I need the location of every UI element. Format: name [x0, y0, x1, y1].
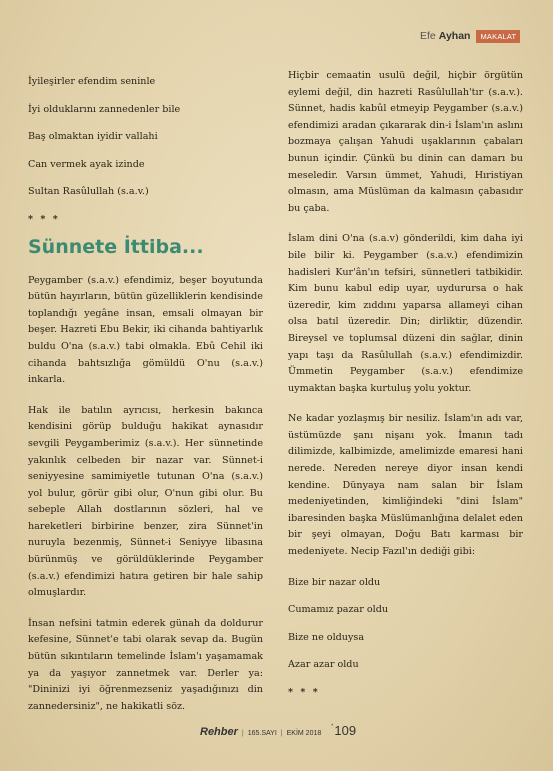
- footer-separator: |: [280, 730, 283, 737]
- verse-line: Sultan Rasûlullah (s.a.v.): [28, 186, 149, 198]
- page-header: [420, 28, 520, 44]
- section-divider: * * *: [28, 213, 60, 225]
- verse-line: Azar azar oldu: [288, 659, 359, 671]
- article-heading: Sünnete İttiba...: [28, 235, 204, 258]
- issue-date: EKİM 2018: [286, 730, 322, 737]
- verse-line: İyi olduklarını zannedenler bile: [28, 103, 181, 115]
- verse-line: İyileşirler efendim seninle: [28, 76, 156, 87]
- body-paragraph: Hiçbir cemaatin usulü değil, hiçbir örgütün eylemi değil, din hazreti Rasûlullah'tır (s.a.v.). Sünnet, hadis kabûl etmeyip Peygamber (s.a.v.) efendimizi aradan çıkararak din-i İslam'ın aslını bozmaya çalışan Yahudi uşaklarının çabaları bunun içindir. Çünkü bu dinin can damarı bu meseledir. Varsın ümmet, Yahudi, Hıristiyan olmasın, ama Müslüman da kalmasın çabasıdır bu çaba.: [288, 70, 523, 214]
- author-last-name: Ayhan: [438, 30, 471, 42]
- section-tag: MAKALAT: [476, 30, 520, 43]
- body-paragraph: Hak ile batılın ayrıcısı, herkesin bakınca kendisini görüp bulduğu hakikat aynasıdır sevgili Peygamberimiz (s.a.v.). Her sünnetinde yakınlık celbeden bir nazar var. Sünnet-i seniyyesine samimiyetle tutunan O'na (s.a.v.) yol bulur, görür gibi olur, O'nun gibi olur. Bu sebeple Allah dostlarının sözleri, hal ve hareketleri birbirine benzer, zira Sünnet'in nuruyla bezenmiş, Sünnet-i Seniyye libasına bürünmüş ve görüldüklerinde Peygamber (s.a.v.) efendimizi hatıra getiren bir hale sahip olmuşlardır.: [28, 404, 263, 599]
- right-column: [288, 68, 523, 708]
- verse-line: Bize bir nazar oldu: [288, 576, 381, 588]
- verse-line: Can vermek ayak izinde: [28, 158, 145, 170]
- left-column: [28, 74, 263, 729]
- author-first-name: Efe: [420, 30, 436, 42]
- verse-line: Cumamız pazar oldu: [288, 604, 389, 616]
- page-number: • 109: [331, 723, 356, 738]
- magazine-name: Rehber: [200, 726, 238, 738]
- body-paragraph: Ne kadar yozlaşmış bir nesiliz. İslam'ın adı var, üstümüzde şanı nişanı yok. İmanın tadı dilimizde, kalbimizde, amelimizde emaresi hani nerede. Nereden nereye diyor insan kendi kendine. Dünyaya nam salan bir İslam medeniyetinden, kimliğindeki "dini İslam" ibaresinden başka Müslümanlığına delalet eden bir şeyi olmayan, Doğu Batı karması bir medeniyete. Necip Fazıl'ın dediği gibi:: [288, 413, 523, 558]
- body-paragraph: İnsan nefsini tatmin ederek günah da doldurur kefesine, Sünnet'e tabi olarak sevap da. Bugün bütün sıkıntıların temelinde İslam'ı yaşamamak ya da yaşıyor zannetmek var. Derler ya: "Dininizi iyi öğrenmezseniz yaşadığınızı din zannedersiniz", ne hakikatli söz.: [28, 617, 263, 712]
- section-divider: * * *: [288, 687, 320, 698]
- body-paragraph: Peygamber (s.a.v.) efendimiz, beşer boyutunda bütün hayırların, bütün güzelliklerin kendisinde toplandığı yegâne insan, emsali olmayan bir beşer. Hazreti Ebu Bekir, iki cihanda bahtiyarlık buldu O'na (s.a.v.) tabi olmakla. Ebû Cehil iki cihanda bahtsızlığa gömüldü O'nu (s.a.v.) inkarla.: [28, 274, 263, 386]
- verse-line: Baş olmaktan iyidir vallahi: [28, 131, 158, 143]
- footer-separator: |: [241, 730, 244, 737]
- page-footer: [200, 723, 356, 738]
- body-paragraph: İslam dini O'na (s.a.v) gönderildi, kim daha iyi bile bilir ki. Peygamber (s.a.v.) efendimizin hadisleri Kur'ân'ın tefsiri, sünnetleri tatbikidir. Kim bunu kabul edip uyar, uydurursa o hak üzeredir, kim zıddını yaparsa allameyi cihan olsa batıl üzeredir. Din; dirliktir, düzendir. Bireysel ve toplumsal düzeni din sağlar, dinin yapı taşı da Rasûlullah (s.a.v.) efendimizdir. Ümmetin Peygamber (s.a.v.) efendimize uymaktan başka kurtuluş yolu yoktur.: [288, 233, 523, 394]
- issue-number: 165.SAYI: [247, 730, 277, 737]
- verse-line: Bize ne olduysa: [288, 631, 365, 643]
